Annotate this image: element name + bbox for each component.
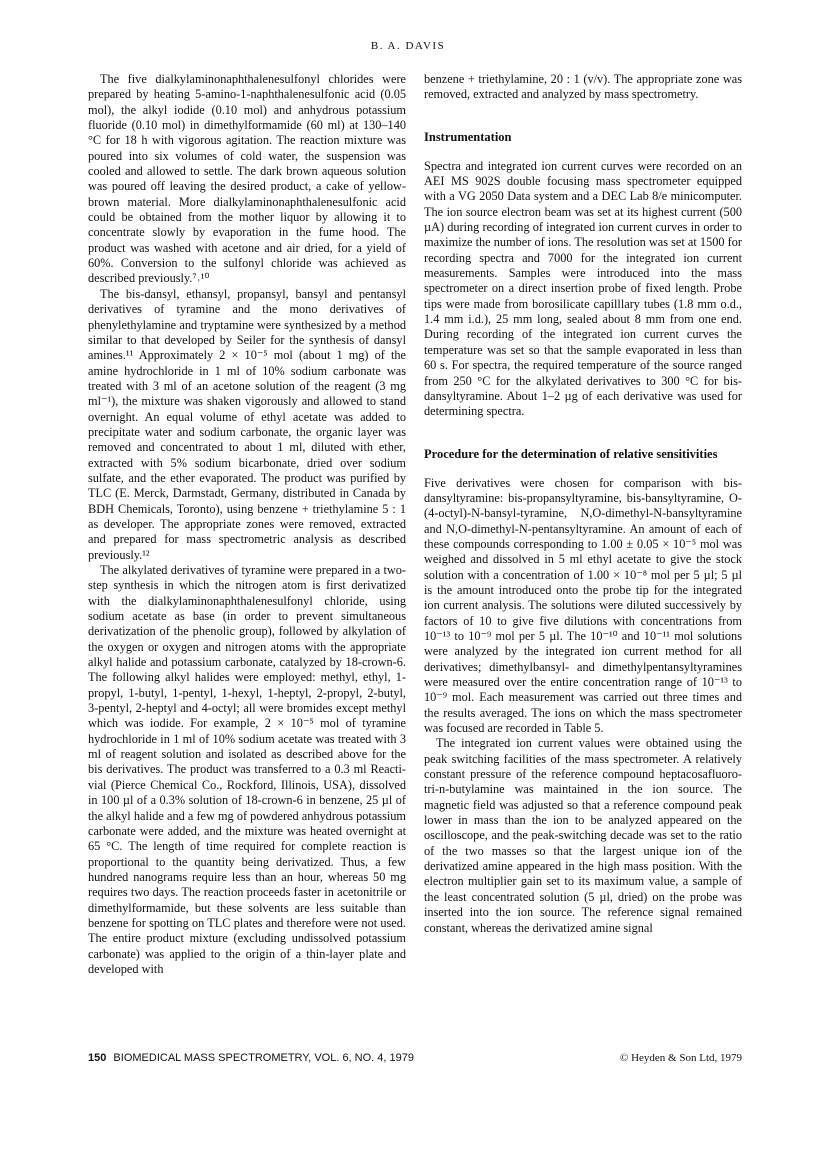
paragraph-bis-derivatives: The bis-dansyl, ethansyl, propansyl, bansyl and pentansyl derivatives of tyramine and the mono derivatives of phenylethylamine and tryptamine were synthesized by a method similar to that developed by Seiler for the synthesis of dansyl amines.¹¹ Approximately 2 × 10⁻⁵ mol (about 1 mg) of the amine hydrochloride in 1 ml of 10% sodium carbonate was treated with 3 ml of an acetone solution of the reagent (3 mg ml⁻¹), the mixture was shaken vigorously and allowed to stand overnight. An equal volume of ethyl acetate was added to precipitate water and sodium carbonate, the organic layer was removed and concentrated to about 1 ml, diluted with ether, extracted with 5% sodium bicarbonate, dried over sodium sulfate, and the ether evaporated. The product was purified by TLC (E. Merck, Darmstadt, Germany, distributed in Canada by BDH Chemicals, Toronto), using benzene + triethylamine 5 : 1 as developer. The appropriate zones were removed, extracted and prepared for mass spectrometric analysis as described previously.¹² — [88, 286, 406, 562]
heading-procedure: Procedure for the determination of relative sensitivities — [424, 446, 718, 461]
paragraph-procedure: Five derivatives were chosen for comparison with bis-dansyltyramine: bis-propansyltyramine, bis-bansyltyramine, O-(4-octyl)-N-bansyl-tyramine, N,O-dimethyl-N-bansyltyramine and N,O-dimethyl-N-pentansyltyramine. An amount of each of these compounds corresponding to 1.00 ± 0.05 × 10⁻⁵ mol was weighed and dissolved in 5 ml ethyl acetate to give the stock solution with a concentration of 1.00 × 10⁻⁸ mol per 5 µl; 5 µl is the amount introduced onto the probe tip for the integrated ion current analysis. The solutions were diluted successively by factors of 10 to give five dilutions with concentrations from 10⁻¹³ to 10⁻⁹ mol per 5 µl. The 10⁻¹⁰ and 10⁻¹¹ mol solutions were analyzed by the integrated ion current method for all derivatives; dimethylbansyl- and dimethylpentansyltyramines were measured over the entire concentration range of 10⁻¹³ to 10⁻⁹ mol. Each measurement was carried out three times and the results averaged. The ions on which the mass spectrometer was focused are recorded in Table 5. — [424, 475, 742, 736]
running-head: B. A. DAVIS — [370, 40, 446, 52]
page-number: 150 — [88, 1052, 107, 1064]
left-column — [88, 72, 406, 977]
right-column — [424, 72, 742, 936]
paragraph-alkylated-derivatives: The alkylated derivatives of tyramine were prepared in a two-step synthesis in which the nitrogen atom is first derivatized with the dialkylaminonaphthalenesulfonyl chloride, using sodium acetate as base (in order to prevent simultaneous derivatization of the phenolic group), followed by alkylation of the oxygen or oxygen and nitrogen atoms with the appropriate alkyl halide and potassium carbonate, catalyzed by 18-crown-6. The following alkyl halides were employed: methyl, ethyl, 1-propyl, 1-butyl, 1-pentyl, 1-hexyl, 1-heptyl, 2-propyl, 2-butyl, 3-pentyl, 2-heptyl and 4-octyl; all were bromides except methyl which was iodide. For example, 2 × 10⁻⁵ mol of tyramine hydrochloride in 1 ml of 10% sodium acetate was treated with 3 ml of reagent solution and isolated as described above for the bis derivatives. The product was transferred to a 0.3 ml Reacti-vial (Pierce Chemical Co., Rockford, Illinois, USA), dissolved in 100 µl of a 0.3% solution of 18-crown-6 in benzene, 25 µl of the alkyl halide and a few mg of powdered anhydrous potassium carbonate were added, and the mixture was heated overnight at 65 °C. The length of time required for complete reaction is proportional to the quantity being derivatized. Thus, a few hundred nanograms require less than an hour, whereas 50 mg requires two days. The reaction proceeds faster in acetonitrile or dimethylformamide, but these solvents are less suitable than benzene for spotting on TLC plates and therefore were not used. The entire product mixture (excluding undissolved potassium carbonate) was applied to the origin of a thin-layer plate and developed with — [88, 563, 406, 976]
paragraph-integrated-ion-current: The integrated ion current values were obtained using the peak switching facilities of the mass spectrometer. A relatively constant pressure of the reference compound heptacosafluoro-tri-n-butylamine was maintained in the ion source. The magnetic field was adjusted so that a reference compound peak lower in mass than the ion to be analyzed appeared on the oscilloscope, and the peak-switching decade was set to the ratio of the two masses so that the largest unique ion of the derivatized amine appeared in the high mass position. With the electron multiplier gain set to its maximum value, a sample of the least concentrated solution (5 µl, dried) on the probe was inserted into the ion source. The reference signal remained constant, whereas the derivatized amine signal — [424, 736, 742, 935]
paragraph-synthesis-sulfonyl-chlorides: The five dialkylaminonaphthalenesulfonyl chlorides were prepared by heating 5-amino-1-naphthalenesulfonic acid (0.05 mol), the alkyl iodide (0.10 mol) and anhydrous potassium fluoride (0.10 mol) in dimethylformamide (60 ml) at 130–140 °C for 18 h with vigorous agitation. The reaction mixture was poured into six volumes of cold water, the suspension was cooled and allowed to settle. The dark brown aqueous solution was poured off leaving the desired product, a cake of yellow-brown material. More dialkylaminonaphthalenesulfonic acid could be obtained from the mother liquor by allowing it to concentrate slowly by evaporation in the fume hood. The product was washed with acetone and air dried, for a yield of 60%. Conversion to the sulfonyl chloride was achieved as described previously.⁷˒¹⁰ — [88, 72, 406, 286]
footer-journal — [88, 1052, 414, 1064]
journal-citation: BIOMEDICAL MASS SPECTROMETRY, VOL. 6, NO. 4, 1979 — [113, 1052, 414, 1064]
paragraph-instrumentation: Spectra and integrated ion current curves were recorded on an AEI MS 902S double focusing mass spectrometer equipped with a VG 2050 Data system and a DEC Lab 8/e minicomputer. The ion source electron beam was set at its highest current (500 µA) during recording of integrated ion current curves in order to maximize the number of ions. The resolution was set at 1500 for recording spectra and 7000 for the integrated ion current measurements. Samples were introduced into the mass spectrometer on a direct insertion probe of fixed length. Probe tips were made from borosilicate capilllary tubes (1.8 mm o.d., 1.4 mm i.d.), 25 mm long, sealed about 8 mm from one end. During recording of the integrated ion current curves the temperature was set so that the sample evaporated in less than 60 s. For spectra, the required temperature of the source ranged from 250 °C for the alkylated derivatives to 300 °C for bis-dansyltyramine. About 1–2 µg of each derivative was used for determining spectra. — [424, 158, 742, 419]
footer-copyright: © Heyden & Son Ltd, 1979 — [619, 1052, 742, 1064]
heading-instrumentation: Instrumentation — [424, 129, 512, 144]
paragraph-continued: benzene + triethylamine, 20 : 1 (v/v). The appropriate zone was removed, extracted and analyzed by mass spectrometry. — [424, 72, 742, 102]
